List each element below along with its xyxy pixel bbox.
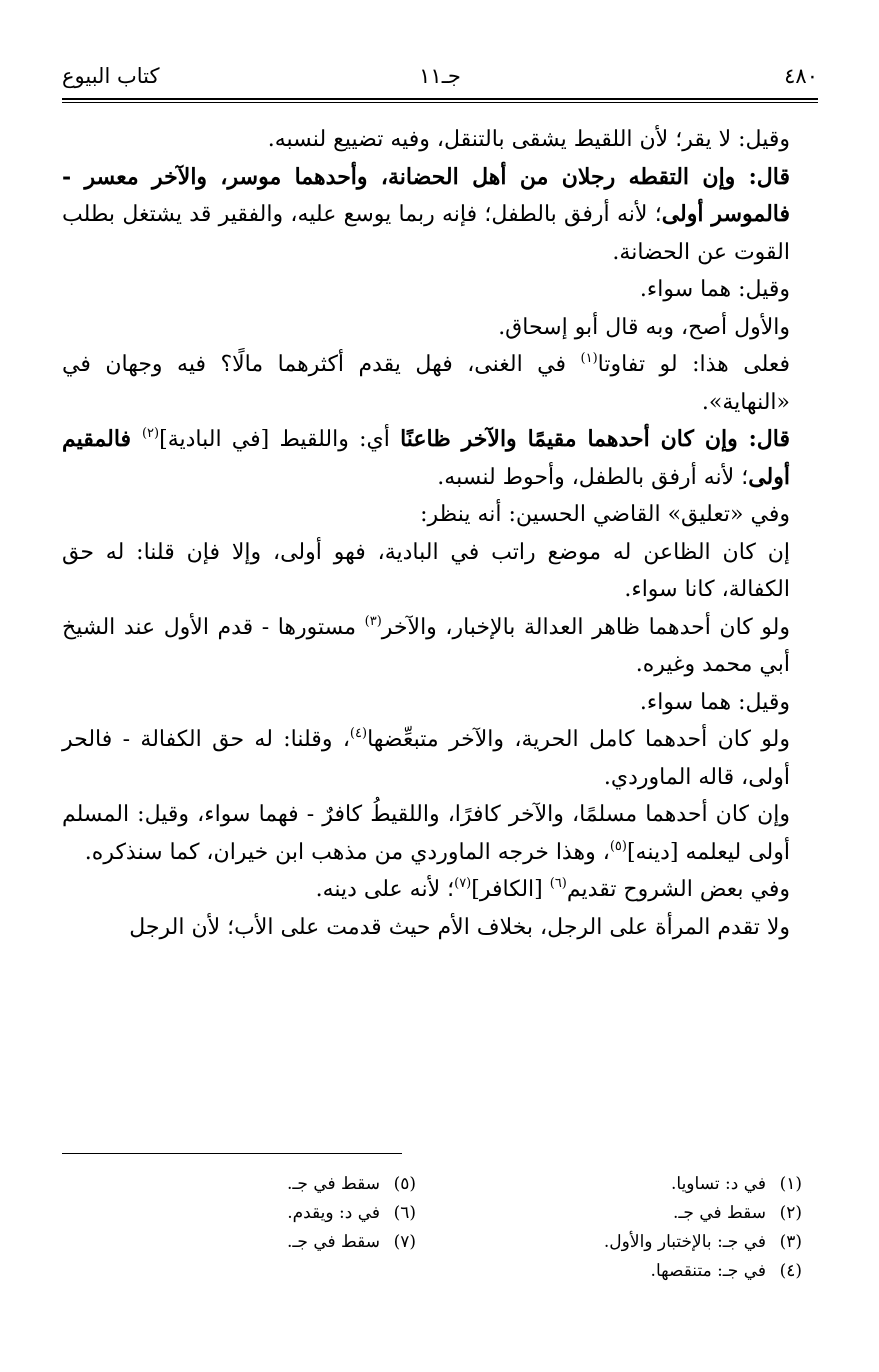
header-rule-thick	[62, 98, 818, 100]
paragraph: ولو كان أحدهما كامل الحرية، والآخر متبعِّضها$^{(٤)}$، وقلنا: له حق الكفالة - فالحر أولى، قاله الماوردي.	[62, 726, 790, 790]
footnote: (٥)سقط في جـ.	[287, 1174, 416, 1194]
footnote-separator	[62, 1153, 402, 1154]
footnote-ref: (٢)	[141, 426, 160, 441]
paragraph: ولا تقدم المرأة على الرجل، بخلاف الأم حيث قدمت على الأب؛ لأن الرجل	[129, 914, 790, 940]
footnote: (٤)في جـ: متنقصها.	[650, 1261, 802, 1281]
paragraph: قال: وإن التقطه رجلان من أهل الحضانة، وأحدهما موسر، والآخر معسر - فالموسر أولى؛ لأنه أرفق بالطفل؛ فإنه ربما يوسع عليه، والفقير قد يشتغل بطلب القوت عن الحضانة.	[62, 163, 791, 265]
footnote-column-right	[604, 1170, 802, 1286]
paragraph: فعلى هذا: لو تفاوتا$^{(١)}$ في الغنى، فهل يقدم أكثرهما مالًا؟ فيه وجهان في «النهاية».	[62, 351, 790, 415]
paragraph: وإن كان أحدهما مسلمًا، والآخر كافرًا، واللقيطُ كافرٌ - فهما سواء، وقيل: المسلم أولى ليعلمه [دينه]$^{(٥)}$، وهذا خرجه الماوردي من مذهب ابن خيران، كما سنذكره.	[62, 802, 790, 865]
main-text	[62, 121, 818, 946]
paragraph: إن كان الظاعن له موضع راتب في البادية، فهو أولى، وإلا فإن قلنا: له حق الكفالة، كانا سواء.	[62, 539, 790, 602]
quoted-matn: فالمقيم أولى	[62, 426, 790, 490]
paragraph: قال: وإن كان أحدهما مقيمًا والآخر ظاعنًا أي: واللقيط [في البادية]$^{(٢)}$ فالمقيم أولى؛ لأنه أرفق بالطفل، وأحوط لنسبه.	[62, 426, 791, 490]
page-number: ٤٨٠	[784, 64, 818, 88]
footnote: (٦)في د: ويقدم.	[287, 1203, 416, 1223]
footnote: (٧)سقط في جـ.	[287, 1232, 416, 1252]
paragraph: وقيل: هما سواء.	[639, 689, 790, 715]
running-header	[62, 58, 818, 98]
paragraph: ولو كان أحدهما ظاهر العدالة بالإخبار، والآخر$^{(٣)}$ مستورها - قدم الأول عند الشيخ أبي محمد وغيره.	[62, 613, 790, 677]
volume-label: جـ١١	[419, 64, 461, 88]
paragraph: وقيل: هما سواء.	[639, 277, 790, 302]
footnote-ref: (٤)	[349, 726, 368, 741]
paragraph: وفي «تعليق» القاضي الحسين: أنه ينظر:	[420, 502, 790, 527]
quoted-matn: قال: وإن التقطه رجلان من أهل الحضانة، وأحدهما موسر، والآخر معسر - فالموسر أولى	[62, 163, 791, 227]
footnote-ref: (١)	[580, 351, 598, 366]
header-rule-thin	[62, 102, 818, 103]
footnote: (١)في د: تساويا.	[670, 1174, 802, 1194]
quoted-matn: قال: وإن كان أحدهما مقيمًا والآخر ظاعنًا	[400, 426, 791, 452]
footnote-ref: (٥)	[609, 838, 627, 854]
paragraph: وفي بعض الشروح تقديم$^{(٦)}$ [الكافر]$^{(٧)}$؛ لأنه على دينه.	[315, 876, 790, 902]
footnote: (٢)سقط في جـ.	[673, 1203, 802, 1223]
footnote-column-left	[287, 1170, 416, 1257]
paragraph: وقيل: لا يقر؛ لأن اللقيط يشقى بالتنقل، وفيه تضييع لنسبه.	[267, 127, 790, 152]
page	[62, 58, 818, 1281]
footnote-ref: (٣)	[364, 613, 382, 629]
footnote-ref: (٦)	[549, 876, 567, 891]
footnote: (٣)في جـ: بالإختبار والأول.	[603, 1232, 802, 1252]
book-title: كتاب البيوع	[62, 64, 160, 88]
footnote-ref: (٧)	[454, 876, 472, 891]
paragraph: والأول أصح، وبه قال أبو إسحاق.	[498, 314, 790, 340]
